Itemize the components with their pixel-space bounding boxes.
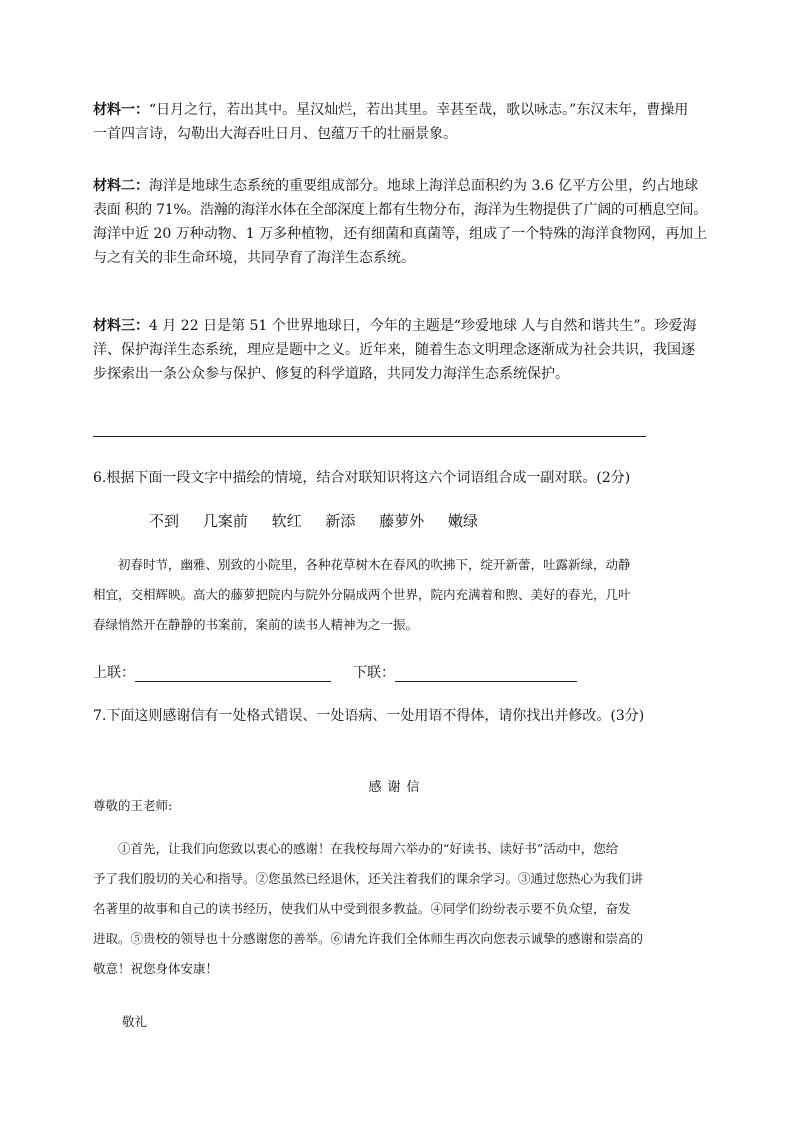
material-three-label: 材料三： bbox=[93, 318, 149, 334]
material-two bbox=[93, 174, 708, 270]
letter-closing: 敬礼 bbox=[122, 1014, 148, 1029]
word-item: 不到 bbox=[149, 512, 180, 530]
answer-rule bbox=[93, 436, 646, 437]
lower-couplet-label: 下联： bbox=[353, 665, 395, 681]
material-one-line-1: “日月之行，若出其中。星汉灿烂，若出其里。幸甚至哉，歌以咏志。”东汉末年，曹操用 bbox=[149, 102, 689, 118]
material-three-line-3: 步探索出一条公众参与保护、修复的科学道路，共同发力海洋生态系统保护。 bbox=[93, 366, 569, 382]
word-item: 新添 bbox=[325, 512, 356, 530]
word-item: 藤萝外 bbox=[379, 512, 425, 530]
material-three-line-1: 4 月 22 日是第 51 个世界地球日，今年的主题是“珍爱地球 人与自然和谐共生”。珍爱海 bbox=[149, 318, 697, 334]
letter-title: 感谢信 bbox=[368, 780, 426, 795]
upper-couplet bbox=[93, 662, 331, 682]
letter-line-2: 予了我们殷切的关心和指导。②您虽然已经退休，还关注着我们的课余学习。③通过您热心为我们讲 bbox=[93, 871, 644, 886]
material-two-line-4: 与之有关的非生命环境，共同孕育了海洋生态系统。 bbox=[93, 250, 415, 266]
material-one-label: 材料一： bbox=[93, 102, 149, 118]
material-three bbox=[93, 314, 705, 386]
letter-line-4: 进取。⑤贵校的领导也十分感谢您的善举。⑥请允许我们全体师生再次向您表示诚挚的感谢和崇高的 bbox=[93, 931, 644, 946]
word-item: 软红 bbox=[271, 512, 302, 530]
upper-couplet-label: 上联： bbox=[93, 665, 135, 681]
lower-couplet-blank[interactable] bbox=[395, 665, 577, 682]
word-item: 嫩绿 bbox=[447, 512, 478, 530]
question-6-text: 6.根据下面一段文字中描绘的情境，结合对联知识将这六个词语组合成一副对联。(2分) bbox=[93, 470, 631, 486]
upper-couplet-blank[interactable] bbox=[135, 665, 331, 682]
word-item: 几案前 bbox=[202, 512, 248, 530]
letter-line-1: ①首先，让我们向您致以衷心的感谢！在我校每周六举办的“好读书、读好书”活动中，您给 bbox=[118, 841, 619, 856]
material-one bbox=[93, 98, 705, 146]
scene-description bbox=[93, 550, 705, 640]
material-three-line-2: 洋、保护海洋生态系统，理应是题中之义。近年来，随着生态文明理念逐渐成为社会共识，我国逐 bbox=[93, 342, 695, 358]
scene-line-2: 相宜，交相辉映。高大的藤萝把院内与院外分隔成两个世界，院内充满着和煦、美好的春光，几叶 bbox=[93, 587, 631, 602]
material-two-line-2: 表面 积的 71%。浩瀚的海洋水体在全部深度上都有生物分布，海洋为生物提供了广阔的可栖息空间。 bbox=[93, 202, 707, 218]
question-6-prompt bbox=[93, 466, 705, 490]
question-7-prompt bbox=[93, 704, 705, 728]
scene-line-1: 初春时节，幽雅、别致的小院里，各种花草树木在春风的吹拂下，绽开新蕾，吐露新绿，动静 bbox=[118, 557, 631, 572]
letter-salutation: 尊敬的王老师: bbox=[93, 798, 173, 813]
word-bank bbox=[149, 510, 497, 532]
letter-body bbox=[93, 834, 705, 984]
material-two-label: 材料二： bbox=[93, 178, 149, 194]
question-7-text: 7.下面这则感谢信有一处格式错误、一处语病、一处用语不得体，请你找出并修改。(3分) bbox=[93, 708, 645, 724]
material-two-line-3: 海洋中近 20 万种动物、1 万多种植物，还有细菌和真菌等，组成了一个特殊的海洋食物网，再加上 bbox=[93, 226, 708, 242]
material-one-line-2: 一首四言诗，勾勒出大海吞吐日月、包蕴万千的壮丽景象。 bbox=[93, 126, 457, 142]
material-two-line-1: 海洋是地球生态系统的重要组成部分。地球上海洋总面积约为 3.6 亿平方公里，约占地球 bbox=[149, 178, 699, 194]
lower-couplet bbox=[353, 662, 577, 682]
letter-line-5: 敬意！祝您身体安康！ bbox=[93, 961, 219, 976]
scene-line-3: 春绿悄然开在静静的书案前，案前的读书人精神为之一振。 bbox=[93, 617, 419, 632]
letter-line-3: 名著里的故事和自己的读书经历，使我们从中受到很多教益。④同学们纷纷表示要不负众望，奋发 bbox=[93, 901, 631, 916]
